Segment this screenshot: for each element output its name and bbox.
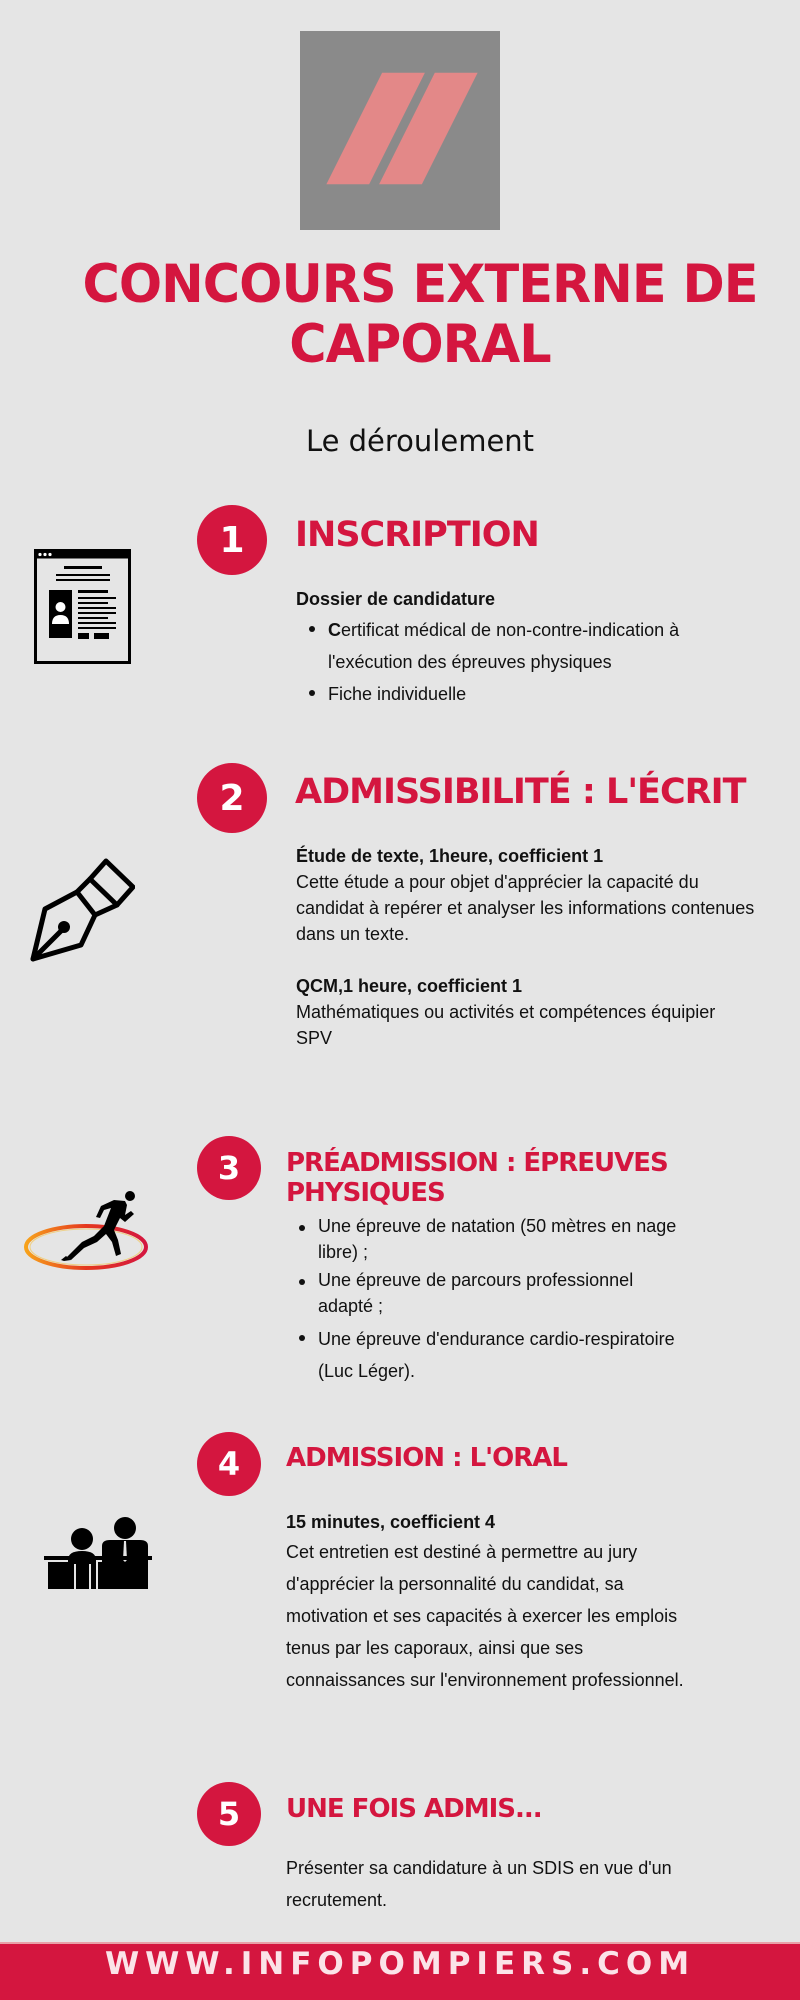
logo (300, 31, 500, 230)
block-text: Mathématiques ou activités et compétences équipier SPV (296, 1002, 716, 1048)
requirements-list (296, 614, 736, 710)
step-text: Cet entretien est destiné à permettre au jury d'apprécier la personnalité du candidat, sa motivation et ses capacités à exercer les emplois tenus par les caporaux, ainsi que ses connaissances sur l'environnement professionnel. (286, 1542, 684, 1690)
step-body (286, 1508, 706, 1696)
step-heading: 15 minutes, coefficient 4 (286, 1512, 496, 1532)
double-slash-logo-icon (300, 31, 500, 230)
step-title: PRÉADMISSION : ÉPREUVES PHYSIQUES (286, 1148, 668, 1208)
step-title: ADMISSIBILITÉ : L'ÉCRIT (295, 772, 746, 812)
list-item: Fiche individuelle (296, 678, 736, 710)
physical-tests-list (286, 1213, 686, 1387)
footer-banner (0, 1942, 800, 2000)
document-form-icon (34, 549, 131, 664)
step-number-badge: 2 (197, 763, 267, 833)
step-body (286, 1852, 686, 1916)
fountain-pen-icon (29, 857, 135, 963)
runner-icon (24, 1190, 150, 1274)
step-body (286, 1213, 686, 1387)
list-item: Une épreuve de parcours professionnel adapté ; (286, 1267, 686, 1319)
step-text: Présenter sa candidature à un SDIS en vue d'un recrutement. (286, 1858, 672, 1910)
step-title: INSCRIPTION (295, 515, 539, 555)
step-body (296, 843, 756, 1051)
interview-icon (44, 1516, 152, 1589)
step-body (296, 588, 736, 710)
step-number-badge: 5 (197, 1782, 261, 1846)
step-number-badge: 3 (197, 1136, 261, 1200)
step-title: ADMISSION : L'ORAL (286, 1443, 567, 1473)
page-subtitle: Le déroulement (305, 424, 535, 458)
step-title: UNE FOIS ADMIS... (286, 1794, 542, 1824)
block-heading: QCM,1 heure, coefficient 1 (296, 976, 523, 996)
page-title: CONCOURS EXTERNE DE CAPORAL (82, 254, 758, 375)
step-heading: Dossier de candidature (296, 589, 496, 609)
list-item: Certificat médical de non-contre-indication à l'exécution des épreuves physiques (296, 614, 736, 678)
step-number-badge: 1 (197, 505, 267, 575)
list-item: Une épreuve d'endurance cardio-respiratoire (Luc Léger). (286, 1323, 686, 1387)
list-item: Une épreuve de natation (50 mètres en nage libre) ; (286, 1213, 686, 1265)
step-number-badge: 4 (197, 1432, 261, 1496)
block-heading: Étude de texte, 1heure, coefficient 1 (296, 846, 604, 866)
block-text: Cette étude a pour objet d'apprécier la capacité du candidat à repérer et analyser les informations contenues dans un texte. (296, 872, 755, 944)
website-link[interactable]: WWW.INFOPOMPIERS.COM (104, 1946, 696, 1982)
